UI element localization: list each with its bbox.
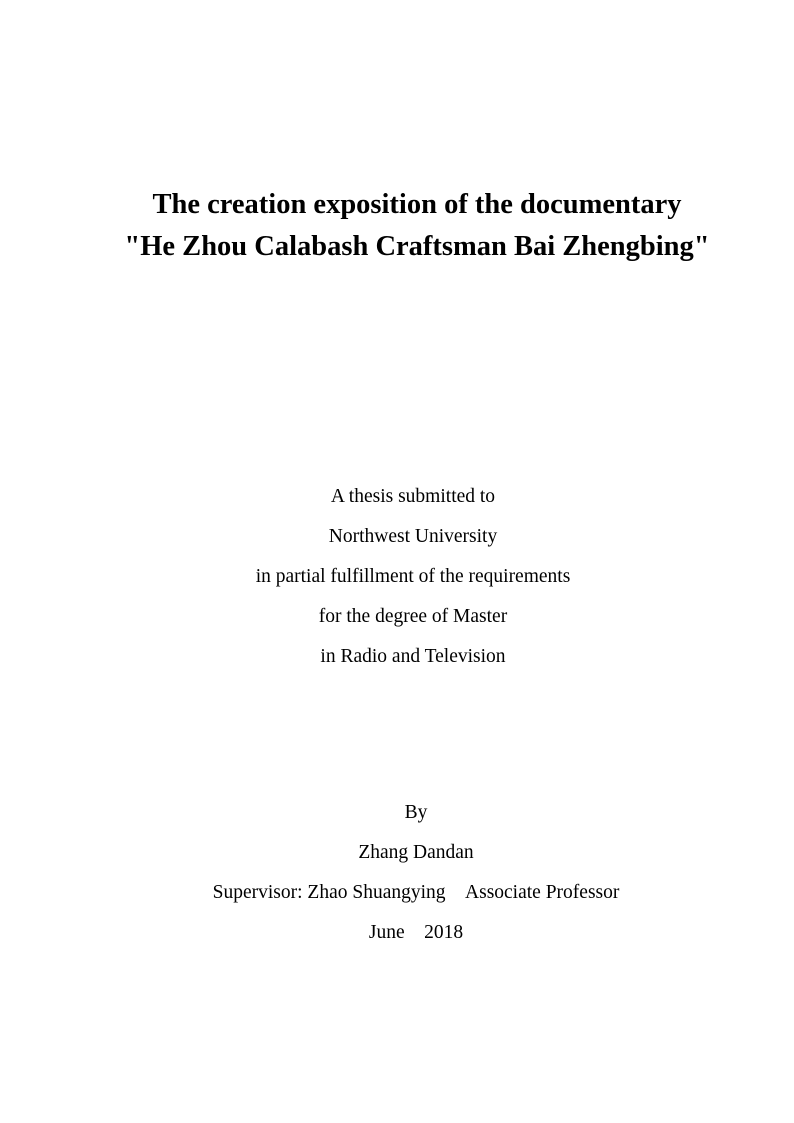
submission-date: June 2018 <box>368 922 464 943</box>
submission-statement <box>0 477 794 677</box>
thesis-title <box>0 184 794 268</box>
supervisor-line: Supervisor: Zhao Shuangying Associate Professor <box>212 882 620 903</box>
author-name: Zhang Dandan <box>358 842 474 863</box>
thesis-title-line-1: The creation exposition of the documentary <box>152 189 682 220</box>
degree-line: for the degree of Master <box>318 606 508 627</box>
by-label: By <box>404 802 428 823</box>
submission-line-3: in partial fulfillment of the requirements <box>255 566 571 587</box>
major-line: in Radio and Television <box>320 646 506 667</box>
thesis-title-line-2: "He Zhou Calabash Craftsman Bai Zhengbing" <box>124 231 710 262</box>
submission-line-1: A thesis submitted to <box>330 486 496 507</box>
author-info <box>0 793 794 953</box>
university-name: Northwest University <box>328 526 498 547</box>
